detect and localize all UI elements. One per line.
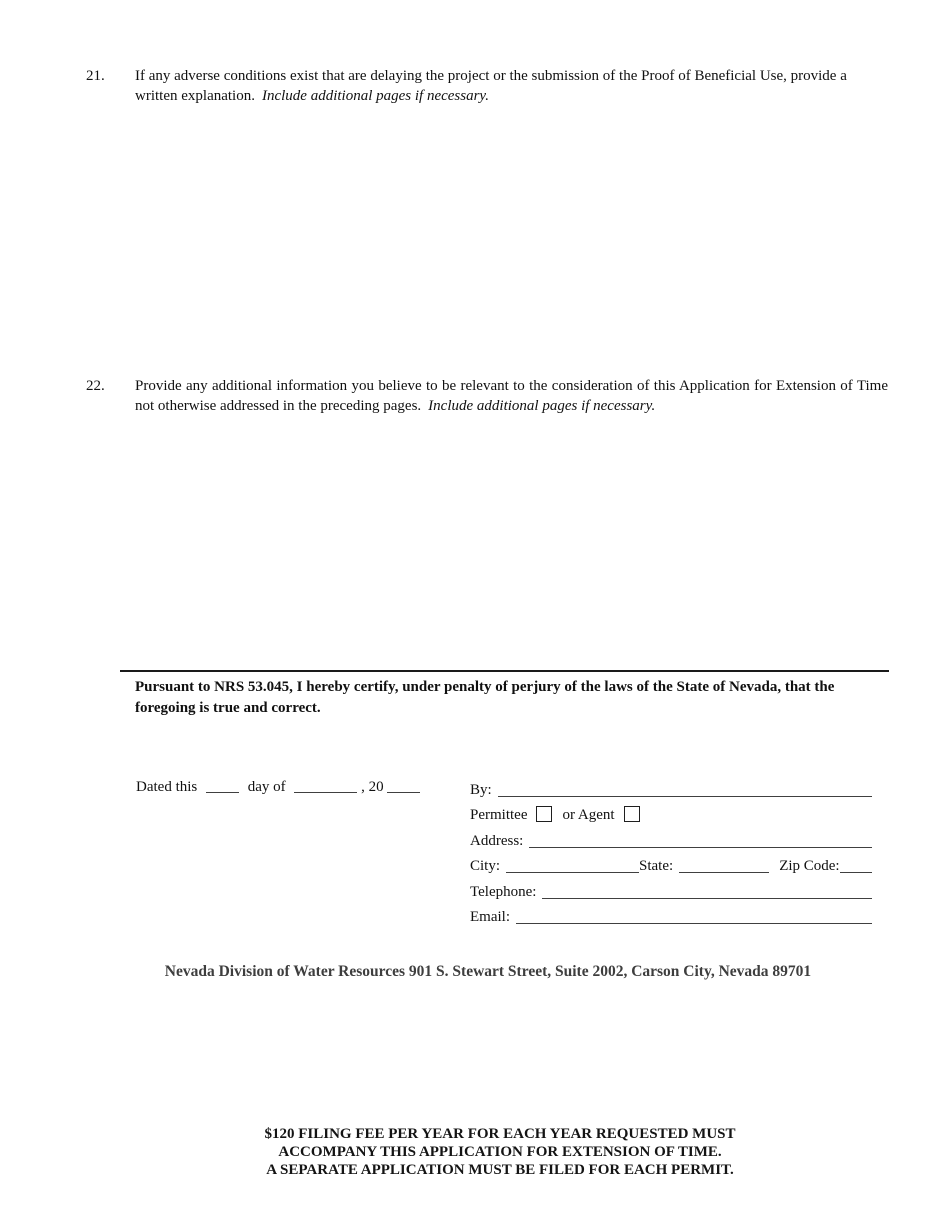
question-22-body: Provide any additional information you believe to be relevant to the consideration of this Application for Extension of Time not otherwise addressed in the preceding pages. xyxy=(135,378,888,414)
certification-statement: Pursuant to NRS 53.045, I hereby certify, under penalty of perjury of the laws of the State of Nevada, that the foregoing is true and correct. xyxy=(135,679,835,716)
state-blank[interactable] xyxy=(679,872,769,873)
fee-notice xyxy=(225,1125,775,1180)
fee-notice-line-2: ACCOMPANY THIS APPLICATION FOR EXTENSION OF TIME. xyxy=(278,1144,722,1161)
fee-notice-line-1: $120 FILING FEE PER YEAR FOR EACH YEAR REQUESTED MUST xyxy=(264,1126,736,1142)
state-label: State: xyxy=(639,858,674,874)
question-21-number: 21. xyxy=(86,68,105,84)
division-address-line: Nevada Division of Water Resources 901 S. Stewart Street, Suite 2002, Carson City, Nevada 89701 xyxy=(164,963,812,980)
question-22-note: Include additional pages if necessary. xyxy=(428,398,656,414)
question-21-answer-area[interactable] xyxy=(135,115,888,370)
address-blank[interactable] xyxy=(529,847,872,848)
telephone-row xyxy=(470,876,872,902)
dated-line xyxy=(136,777,420,797)
month-blank[interactable] xyxy=(294,779,357,793)
telephone-label: Telephone: xyxy=(470,883,537,900)
permittee-label: Permittee xyxy=(470,807,528,823)
email-label: Email: xyxy=(470,909,510,925)
dated-prefix-label: Dated this xyxy=(136,779,198,795)
question-22-number: 22. xyxy=(86,378,105,394)
fee-notice-line-3: A SEPARATE APPLICATION MUST BE FILED FOR EACH PERMIT. xyxy=(266,1162,734,1179)
question-21-note: Include additional pages if necessary. xyxy=(261,88,490,104)
address-row xyxy=(470,825,872,851)
city-state-zip-row xyxy=(470,851,872,877)
zip-label: Zip Code: xyxy=(779,858,840,874)
year-blank[interactable] xyxy=(387,779,420,793)
day-blank[interactable] xyxy=(206,779,239,793)
question-22-answer-area[interactable] xyxy=(135,425,888,660)
permittee-checkbox[interactable] xyxy=(536,806,552,822)
by-row xyxy=(470,774,872,800)
permittee-agent-row xyxy=(470,800,872,826)
by-blank[interactable] xyxy=(498,796,872,797)
or-agent-label: or Agent xyxy=(562,807,615,823)
question-21-body: If any adverse conditions exist that are delaying the project or the submission of the Proof of Beneficial Use, provide a written explanation. xyxy=(135,68,847,104)
certification-divider xyxy=(120,670,889,672)
question-22-text xyxy=(135,376,888,416)
question-21-text xyxy=(135,66,872,106)
year-prefix-label: , 20 xyxy=(361,779,384,795)
signature-block xyxy=(470,774,872,927)
address-label: Address: xyxy=(470,832,524,849)
day-of-label: day of xyxy=(247,779,286,795)
email-row xyxy=(470,902,872,928)
city-label: City: xyxy=(470,858,501,874)
telephone-blank[interactable] xyxy=(542,898,872,899)
email-blank[interactable] xyxy=(516,923,872,924)
agent-checkbox[interactable] xyxy=(624,806,640,822)
by-label: By: xyxy=(470,781,492,798)
city-blank[interactable] xyxy=(506,872,639,873)
zip-blank[interactable] xyxy=(840,872,872,873)
